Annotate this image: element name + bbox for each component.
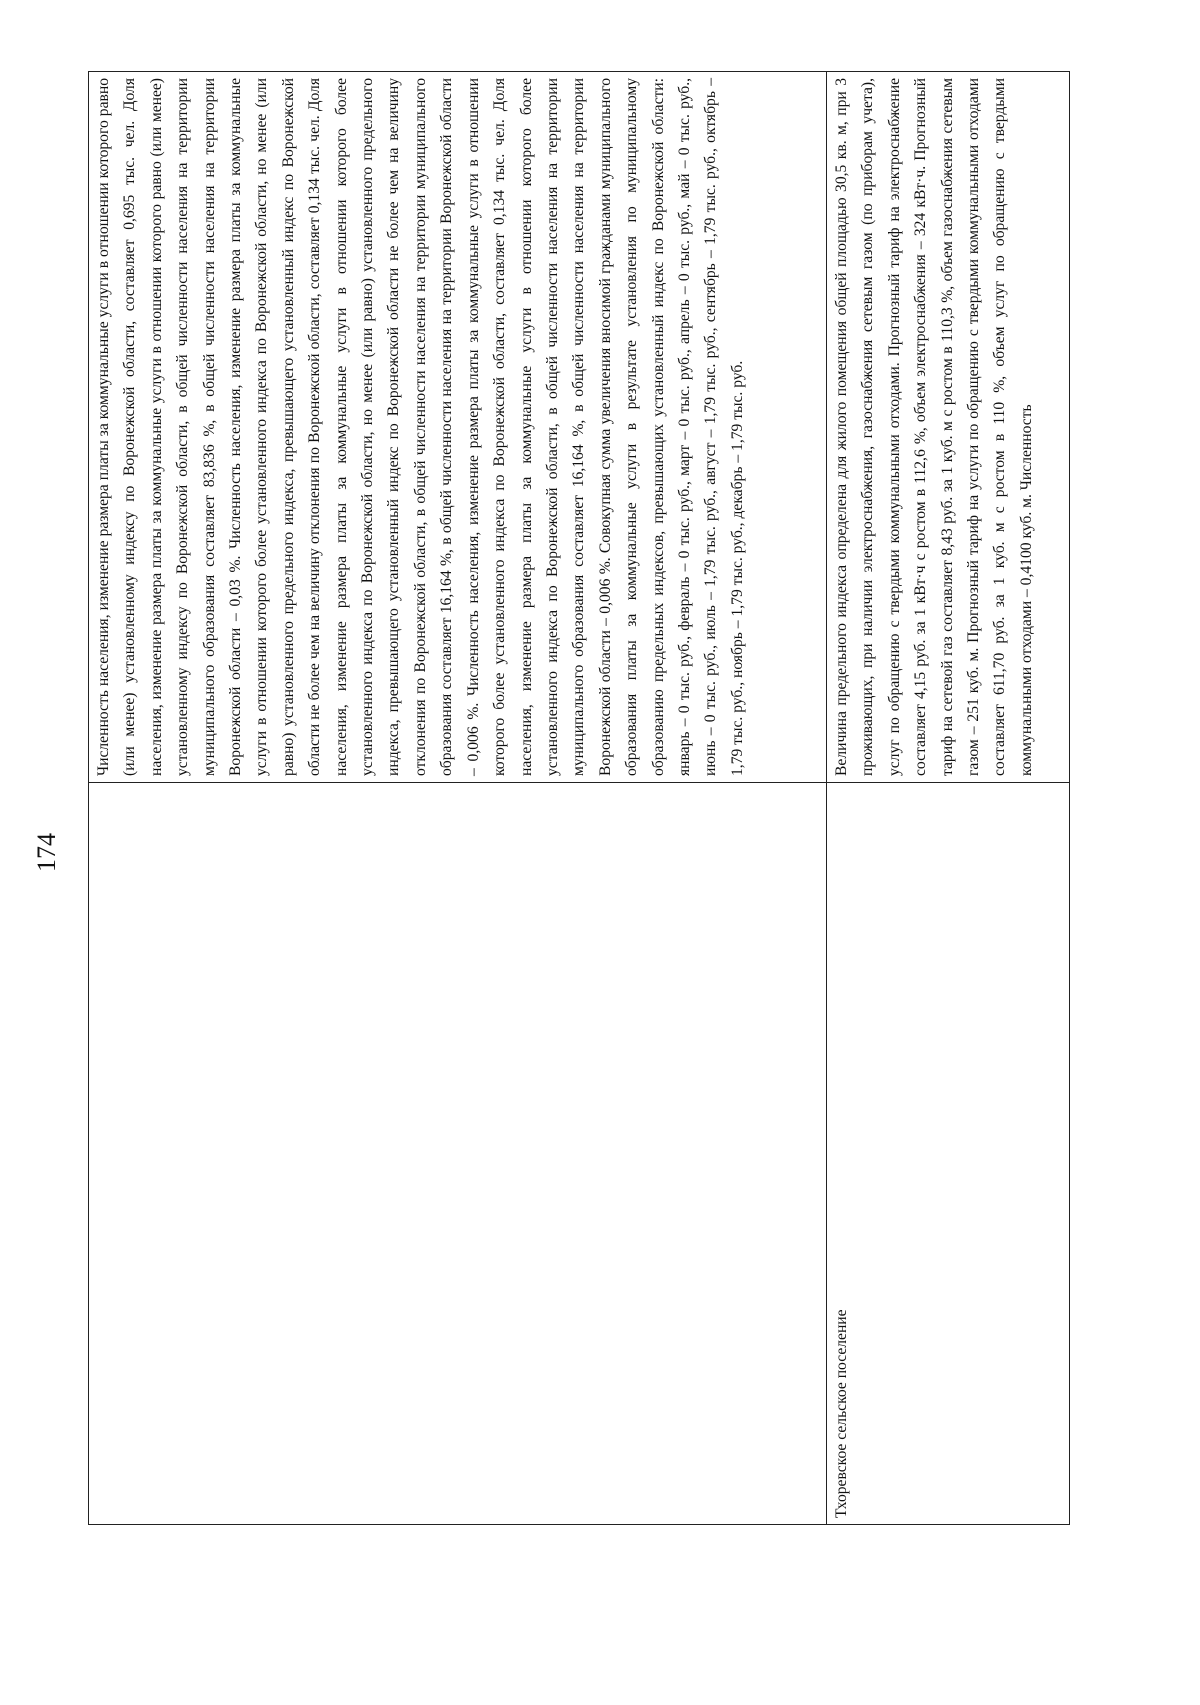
justification-text-cell: Численность населения, изменение размера платы за коммунальные услуги в отношении которого равно (или менее) установленному индексу по Воронежской области, составляет 0,695 тыс. чел. Доля населения, изменение размера платы за коммунальные услуги в отношении которого равно (или менее) установленному индексу по Воронежской области, в общей численности населения на территории муниципального образования составляет 83,836 %, в общей численности населения на территории Воронежской области – 0,03 %. Численность населения, изменение размера платы за коммунальные услуги в отношении которого более установленного индекса по Воронежской области, но менее (или равно) установленного предельного индекса, превышающего установленный индекс по Воронежской области не более чем на величину отклонения по Воронежской области, составляет 0,134 тыс. чел. Доля населения, изменение размера платы за коммунальные услуги в отношении которого более установленного индекса по Воронежской области, но менее (или равно) установленного предельного индекса, превышающего установленный индекс по Воронежской области не более чем на величину отклонения по Воронежской области, в общей численности населения на территории муниципального образования составляет 16,164 %, в общей численности населения на территории Воронежской области – 0,006 %. Численность населения, изменение размера платы за коммунальные услуги в отношении которого более установленного индекса по Воронежской области, составляет 0,134 тыс. чел. Доля населения, изменение размера платы за коммунальные услуги в отношении которого более установленного индекса по Воронежской области, в общей численности населения на территории муниципального образования составляет 16,164 %, в общей численности населения на территории Воронежской области – 0,006 %. Совокупная сумма увеличения вносимой гражданами муниципального образования платы за коммунальные услуги в результате установления по муниципальному образованию предельных индексов, превышающих установленный индекс по Воронежской области: январь – 0 тыс. руб., февраль – 0 тыс. руб., март – 0 тыс. руб., апрель – 0 тыс. руб., май – 0 тыс. руб., июнь – 0 тыс. руб., июль – 1,79 тыс. руб., август – 1,79 тыс. руб., сентябрь – 1,79 тыс. руб., октябрь – 1,79 тыс. руб., ноябрь – 1,79 тыс. руб., декабрь – 1,79 тыс. руб. <box>89 72 827 783</box>
settlement-table <box>88 71 1070 1525</box>
settlement-name-cell <box>89 783 827 1525</box>
table-row <box>89 72 827 1525</box>
table-row <box>827 72 1070 1525</box>
justification-text-cell: Величина предельного индекса определена для жилого помещения общей площадью 30,5 кв. м, при 3 проживающих, при наличии электроснабжения, газоснабжения сетевым газом (по приборам учета), услуг по обращению с твердыми коммунальными отходами. Прогнозный тариф на электроснабжение составляет 4,15 руб. за 1 кВт·ч с ростом в 112,6 %, объем электроснабжения – 324 кВт·ч. Прогнозный тариф на сетевой газ составляет 8,43 руб. за 1 куб. м с ростом в 110,3 %, объем газоснабжения сетевым газом – 251 куб. м. Прогнозный тариф на услуги по обращению с твердыми коммунальными отходами составляет 611,70 руб. за 1 куб. м с ростом в 110 %, объем услуг по обращению с твердыми коммунальными отходами – 0,4100 куб. м. Численность <box>827 72 1070 783</box>
settlement-name-cell: Тхоревское сельское поселение <box>827 783 1070 1525</box>
page-number: 174 <box>32 833 61 872</box>
